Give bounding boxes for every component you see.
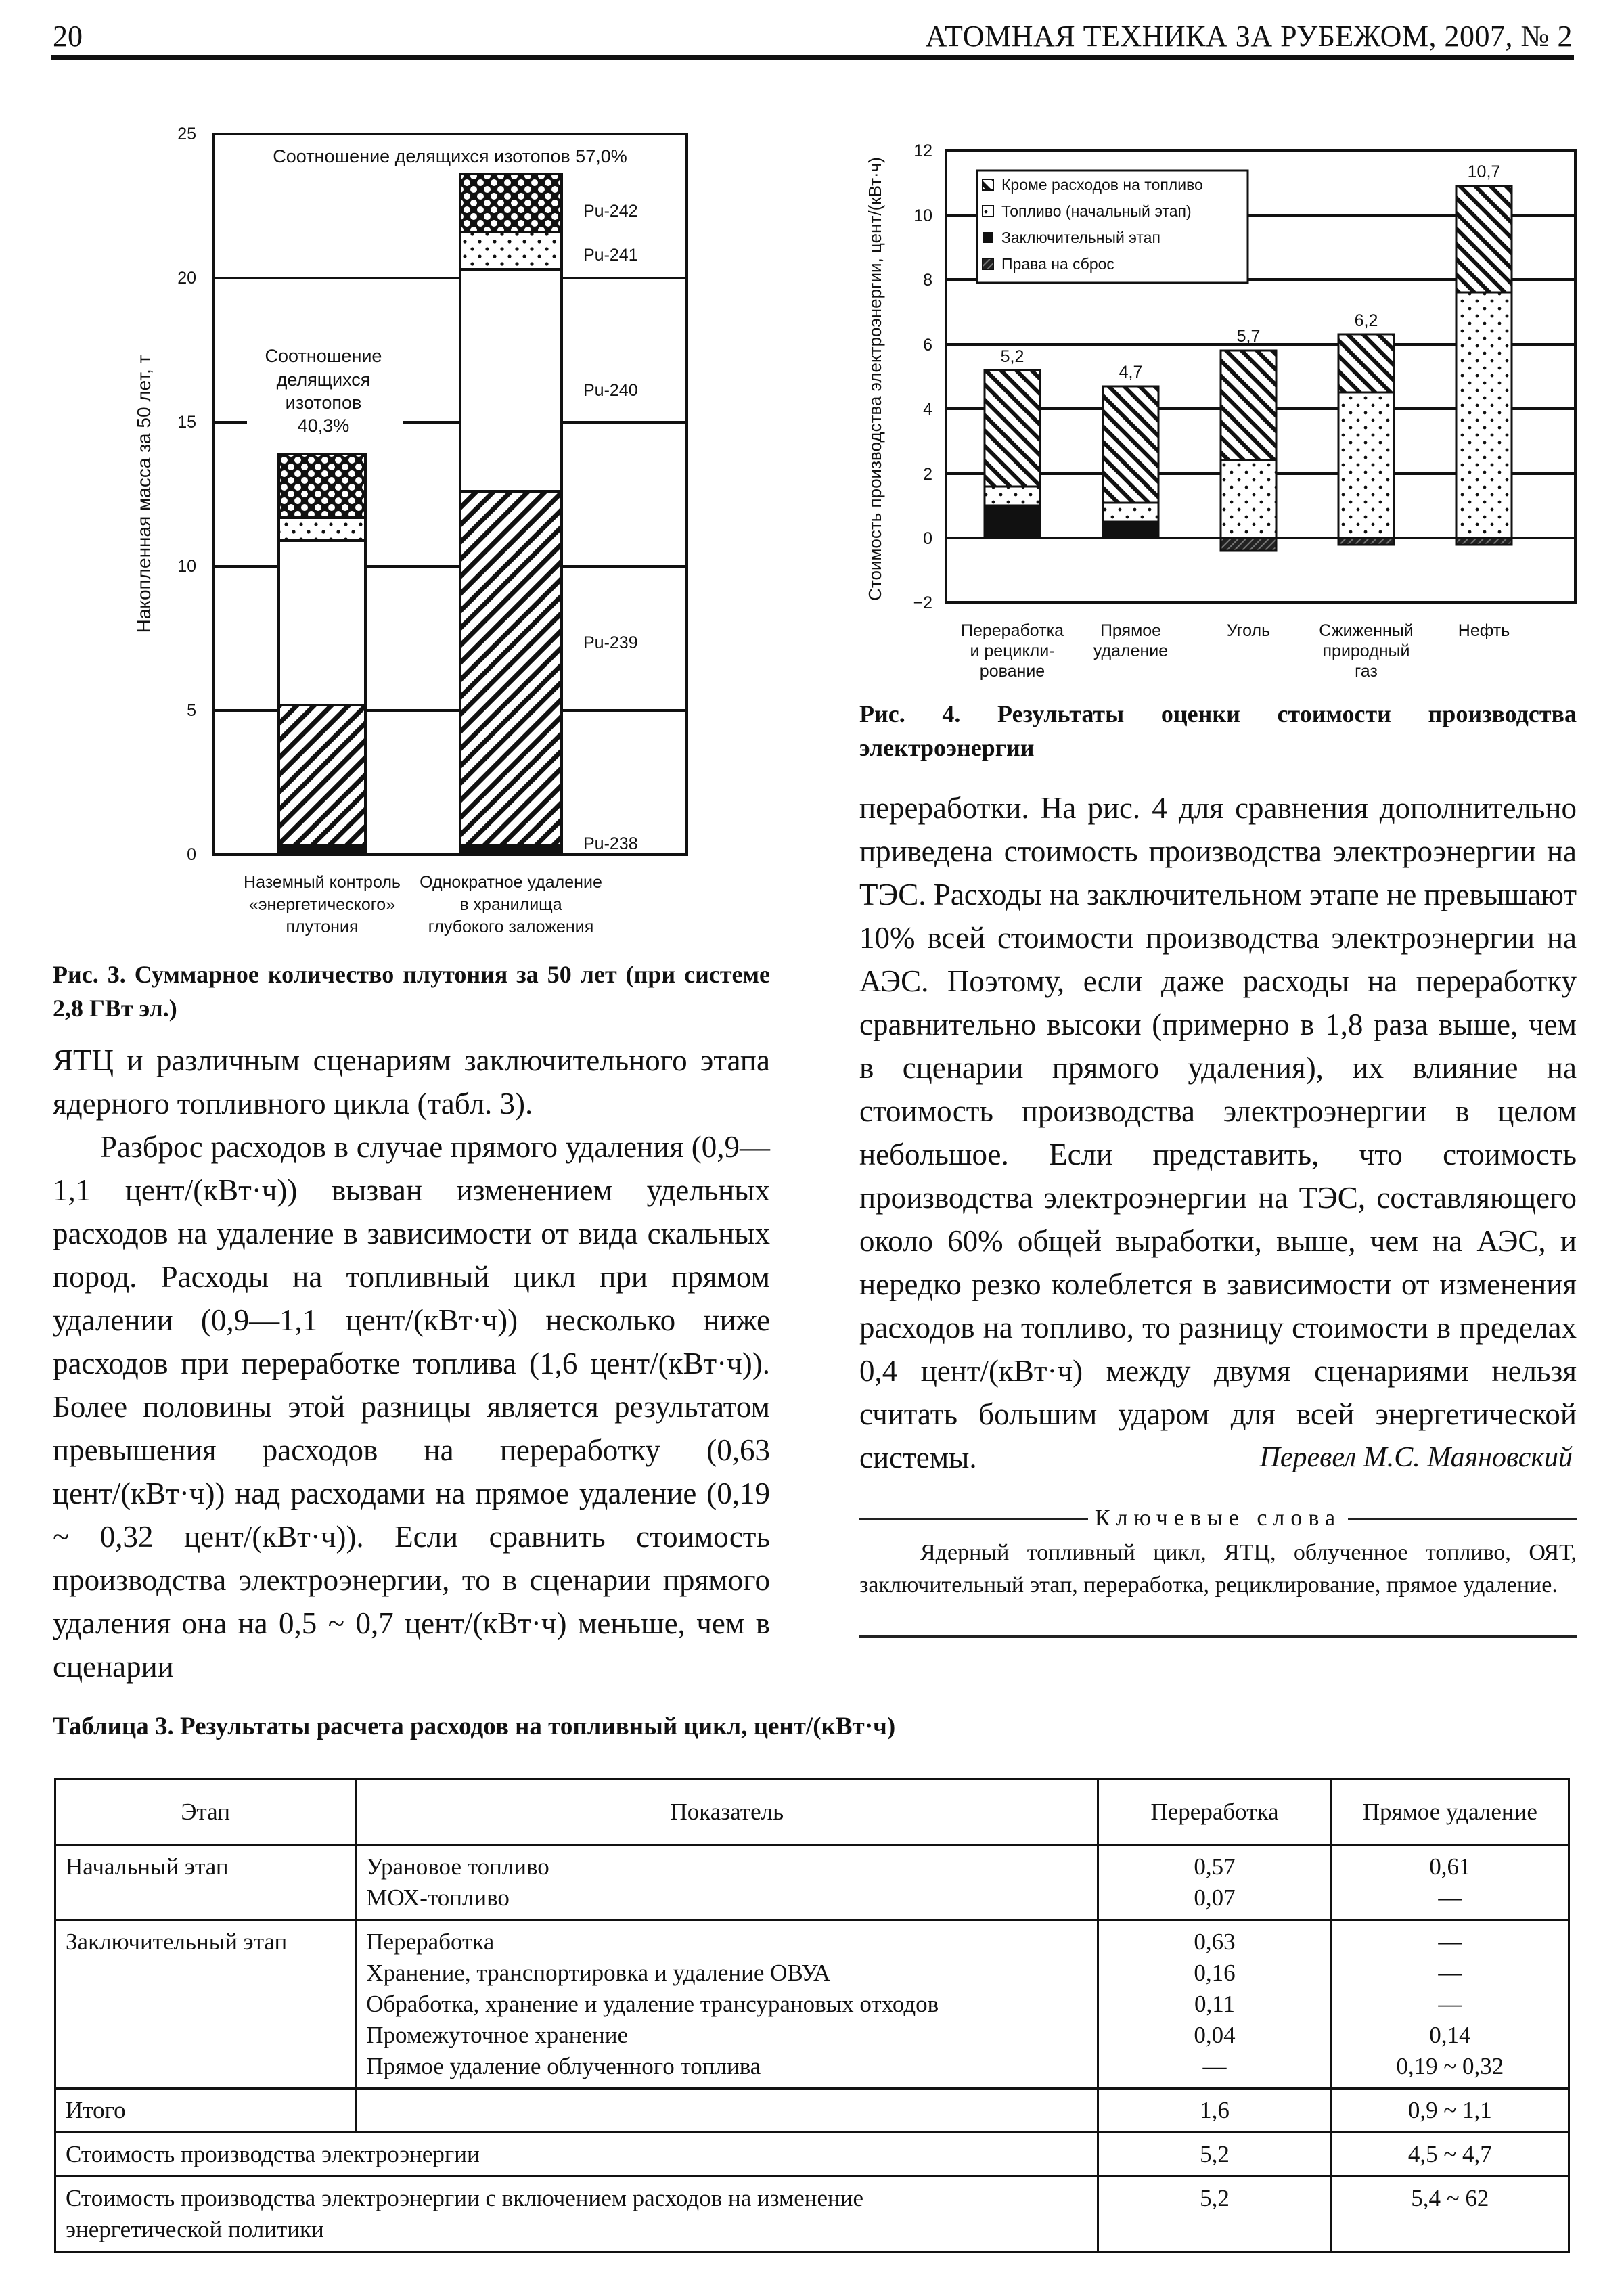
svg-text:40,3%: 40,3% xyxy=(297,415,350,436)
svg-text:2: 2 xyxy=(923,465,932,484)
svg-text:5,2: 5,2 xyxy=(1000,347,1024,366)
bar-ground-control xyxy=(279,454,365,855)
header-stage: Этап xyxy=(55,1780,356,1845)
bar-reprocessing xyxy=(985,370,1040,538)
svg-text:10: 10 xyxy=(914,206,932,225)
header-reprocessing: Переработка xyxy=(1098,1780,1331,1845)
empty-cell xyxy=(356,2089,1098,2133)
svg-text:10: 10 xyxy=(177,557,196,576)
svg-text:в хранилища: в хранилища xyxy=(459,895,562,914)
svg-text:природный: природный xyxy=(1322,641,1410,660)
bar-deep-disposal xyxy=(460,174,562,855)
svg-text:газ: газ xyxy=(1355,662,1378,681)
svg-text:Нефть: Нефть xyxy=(1458,621,1510,640)
svg-text:Pu-242: Pu-242 xyxy=(583,202,638,221)
reprocessing-cell: 0,63 0,16 0,11 0,04 — xyxy=(1098,1920,1331,2089)
svg-text:Наземный контроль: Наземный контроль xyxy=(244,873,401,892)
svg-text:20: 20 xyxy=(177,269,196,288)
stage-cell: Начальный этап xyxy=(55,1845,356,1920)
y-axis-ticks xyxy=(913,141,932,612)
keywords-bottom-rule xyxy=(859,1635,1577,1638)
bar-coal xyxy=(1221,351,1276,551)
svg-text:Уголь: Уголь xyxy=(1226,621,1271,640)
svg-text:0: 0 xyxy=(187,845,196,864)
stage-cell: Заключительный этап xyxy=(55,1920,356,2089)
svg-text:5,7: 5,7 xyxy=(1236,327,1261,346)
journal-title: АТОМНАЯ ТЕХНИКА ЗА РУБЕЖОМ, 2007, № 2 xyxy=(925,20,1573,53)
header-indicator: Показатель xyxy=(356,1780,1098,1845)
svg-text:4,7: 4,7 xyxy=(1119,363,1143,382)
total-direct: 0,9 ~ 1,1 xyxy=(1331,2089,1569,2133)
legend xyxy=(977,171,1248,283)
svg-text:Pu-239: Pu-239 xyxy=(583,633,638,652)
total-label: Итого xyxy=(55,2089,356,2133)
svg-text:Переработка: Переработка xyxy=(960,621,1064,640)
cost-policy-direct: 5,4 ~ 62 xyxy=(1331,2177,1569,2252)
svg-text:8: 8 xyxy=(923,271,932,290)
table-row-total xyxy=(55,2089,1569,2133)
y-axis-label: Накопленная масса за 50 лет, т xyxy=(133,355,154,633)
cost-direct: 4,5 ~ 4,7 xyxy=(1331,2133,1569,2177)
x-category-labels xyxy=(244,873,602,936)
hatch-diagonal-icon xyxy=(983,179,993,190)
solid-black-icon xyxy=(983,232,993,243)
page-number: 20 xyxy=(53,20,83,53)
cost-reprocessing: 5,2 xyxy=(1098,2133,1331,2177)
svg-text:15: 15 xyxy=(177,413,196,432)
svg-text:6: 6 xyxy=(923,336,932,355)
header-direct: Прямое удаление xyxy=(1331,1780,1569,1845)
svg-text:Pu-240: Pu-240 xyxy=(583,381,638,400)
figure-4-caption: Рис. 4. Результаты оценки стоимости производства электроэнергии xyxy=(859,700,1577,761)
dots-icon xyxy=(983,206,993,217)
svg-text:Топливо (начальный этап): Топливо (начальный этап) xyxy=(1001,202,1192,220)
svg-text:Однократное удаление: Однократное удаление xyxy=(420,873,602,892)
indicator-cell: Урановое топливо МОХ-топливо xyxy=(356,1845,1098,1920)
y-axis-label: Стоимость производства электроэнергии, цент/(кВт·ч) xyxy=(865,157,885,601)
reprocessing-cell: 0,57 0,07 xyxy=(1098,1845,1331,1920)
table-row-cost-policy xyxy=(55,2177,1569,2252)
table-caption: Таблица 3. Результаты расчета расходов на топливный цикл, цент/(кВт·ч) xyxy=(53,1713,896,1740)
svg-text:5: 5 xyxy=(187,701,196,720)
svg-text:25: 25 xyxy=(177,125,196,143)
dark-hatch-icon xyxy=(983,258,993,269)
svg-text:изотопов: изотопов xyxy=(285,392,362,413)
table-row xyxy=(55,1845,1569,1920)
figure-3-chart xyxy=(115,115,724,947)
svg-text:глубокого заложения: глубокого заложения xyxy=(428,918,594,936)
svg-text:Pu-238: Pu-238 xyxy=(583,834,638,853)
y-axis-ticks xyxy=(177,125,196,864)
bar-oil xyxy=(1456,186,1512,545)
svg-text:плутония: плутония xyxy=(286,918,359,936)
svg-text:6,2: 6,2 xyxy=(1354,311,1378,330)
translator-credit: Перевел М.С. Маяновский xyxy=(1259,1442,1573,1473)
bar-lng xyxy=(1338,334,1394,545)
keywords-block xyxy=(859,1506,1577,1638)
direct-cell: 0,61 — xyxy=(1331,1845,1569,1920)
bar-direct-disposal xyxy=(1103,386,1158,538)
results-table xyxy=(54,1778,1570,2253)
svg-text:Кроме расходов на топливо: Кроме расходов на топливо xyxy=(1001,176,1203,194)
keywords-text: Ядерный топливный цикл, ЯТЦ, облученное топливо, ОЯТ, заключительный этап, переработка, рециклирование, прямое удаление. xyxy=(859,1540,1577,1598)
keywords-title: Ключевые слова xyxy=(1094,1506,1342,1531)
svg-text:Права на сброс: Права на сброс xyxy=(1001,255,1114,273)
svg-text:4: 4 xyxy=(923,400,932,419)
svg-text:«энергетического»: «энергетического» xyxy=(248,895,396,914)
table-row-cost xyxy=(55,2133,1569,2177)
figure-4-chart xyxy=(853,115,1597,697)
rule xyxy=(1348,1518,1577,1520)
x-category-labels xyxy=(961,621,1510,681)
svg-text:Прямое: Прямое xyxy=(1100,621,1162,640)
svg-text:0: 0 xyxy=(923,529,932,548)
indicator-cell: Переработка Хранение, транспортировка и удаление ОВУА Обработка, хранение и удаление трансурановых отходов Промежуточное хранение Прямое удаление облученного топлива xyxy=(356,1920,1098,2089)
svg-text:Заключительный этап: Заключительный этап xyxy=(1001,229,1160,246)
paragraph: ЯТЦ и различным сценариям заключительного этапа ядерного топливного цикла (табл. 3). xyxy=(53,1043,770,1121)
svg-text:делящихся: делящихся xyxy=(276,369,371,390)
svg-text:удаление: удаление xyxy=(1093,641,1169,660)
svg-text:12: 12 xyxy=(914,141,932,160)
total-reprocessing: 1,6 xyxy=(1098,2089,1331,2133)
header-rule xyxy=(51,55,1574,60)
rule xyxy=(859,1518,1088,1520)
figure-3-caption: Рис. 3. Суммарное количество плутония за 50 лет (при системе 2,8 ГВт эл.) xyxy=(53,961,770,1022)
svg-text:Соотношение: Соотношение xyxy=(265,346,382,366)
svg-text:Pu-241: Pu-241 xyxy=(583,246,638,265)
left-column xyxy=(53,1039,770,1688)
svg-text:и рецикли-: и рецикли- xyxy=(970,641,1055,660)
paragraph: Разброс расходов в случае прямого удаления (0,9—1,1 цент/(кВт·ч)) вызван изменением удельных расходов на удаление в зависимости от вида скальных пород. Расходы на топливный цикл при прямом удалении (0,9—1,1 цент/(кВт·ч)) несколько ниже расходов при переработке топлива (1,6 цент/(кВт·ч)). Более половины этой разницы является результатом превышения расходов на переработку (0,63 цент/(кВт·ч)) над расходами на прямое удаление (0,19 ~ 0,32 цент/(кВт·ч)). Если сравнить стоимость производства электроэнергии, то в сценарии прямого удаления она на 0,5 ~ 0,7 цент/(кВт·ч) меньше, чем в сценарии xyxy=(53,1130,770,1684)
cost-label: Стоимость производства электроэнергии xyxy=(55,2133,1098,2177)
svg-text:рование: рование xyxy=(979,662,1045,681)
table-row xyxy=(55,1920,1569,2089)
paragraph: переработки. На рис. 4 для сравнения дополнительно приведена стоимость производства электроэнергии на ТЭС. Расходы на заключительном этапе не превышают 10% всей стоимости производства электроэнергии на АЭС. Поэтому, если даже расходы на переработку сравнительно высоки (примерно в 1,8 раза выше, чем в сценарии прямого удаления), их влияние на стоимость производства электроэнергии в целом небольшое. Если представить, что стоимость производства электроэнергии на ТЭС, составляющего около 60% общей выработки, выше, чем на АЭС, и нередко резко колеблется в зависимости от изменения расходов на топливо, то разницу стоимости в пределах 0,4 цент/(кВт·ч) между двумя сценариями нельзя считать большим ударом для всей энергетической системы. xyxy=(859,791,1577,1474)
direct-cell: — — — 0,14 0,19 ~ 0,32 xyxy=(1331,1920,1569,2089)
annotation-57: Соотношение делящихся изотопов 57,0% xyxy=(273,146,627,166)
svg-text:−2: −2 xyxy=(913,593,932,612)
cost-policy-label: Стоимость производства электроэнергии с включением расходов на изменение энергетической политики xyxy=(55,2177,1098,2252)
cost-policy-reprocessing: 5,2 xyxy=(1098,2177,1331,2252)
table-header-row xyxy=(55,1780,1569,1845)
right-column xyxy=(859,786,1577,1479)
keywords-heading xyxy=(859,1506,1577,1531)
svg-text:10,7: 10,7 xyxy=(1467,162,1501,181)
svg-text:Сжиженный: Сжиженный xyxy=(1319,621,1414,640)
